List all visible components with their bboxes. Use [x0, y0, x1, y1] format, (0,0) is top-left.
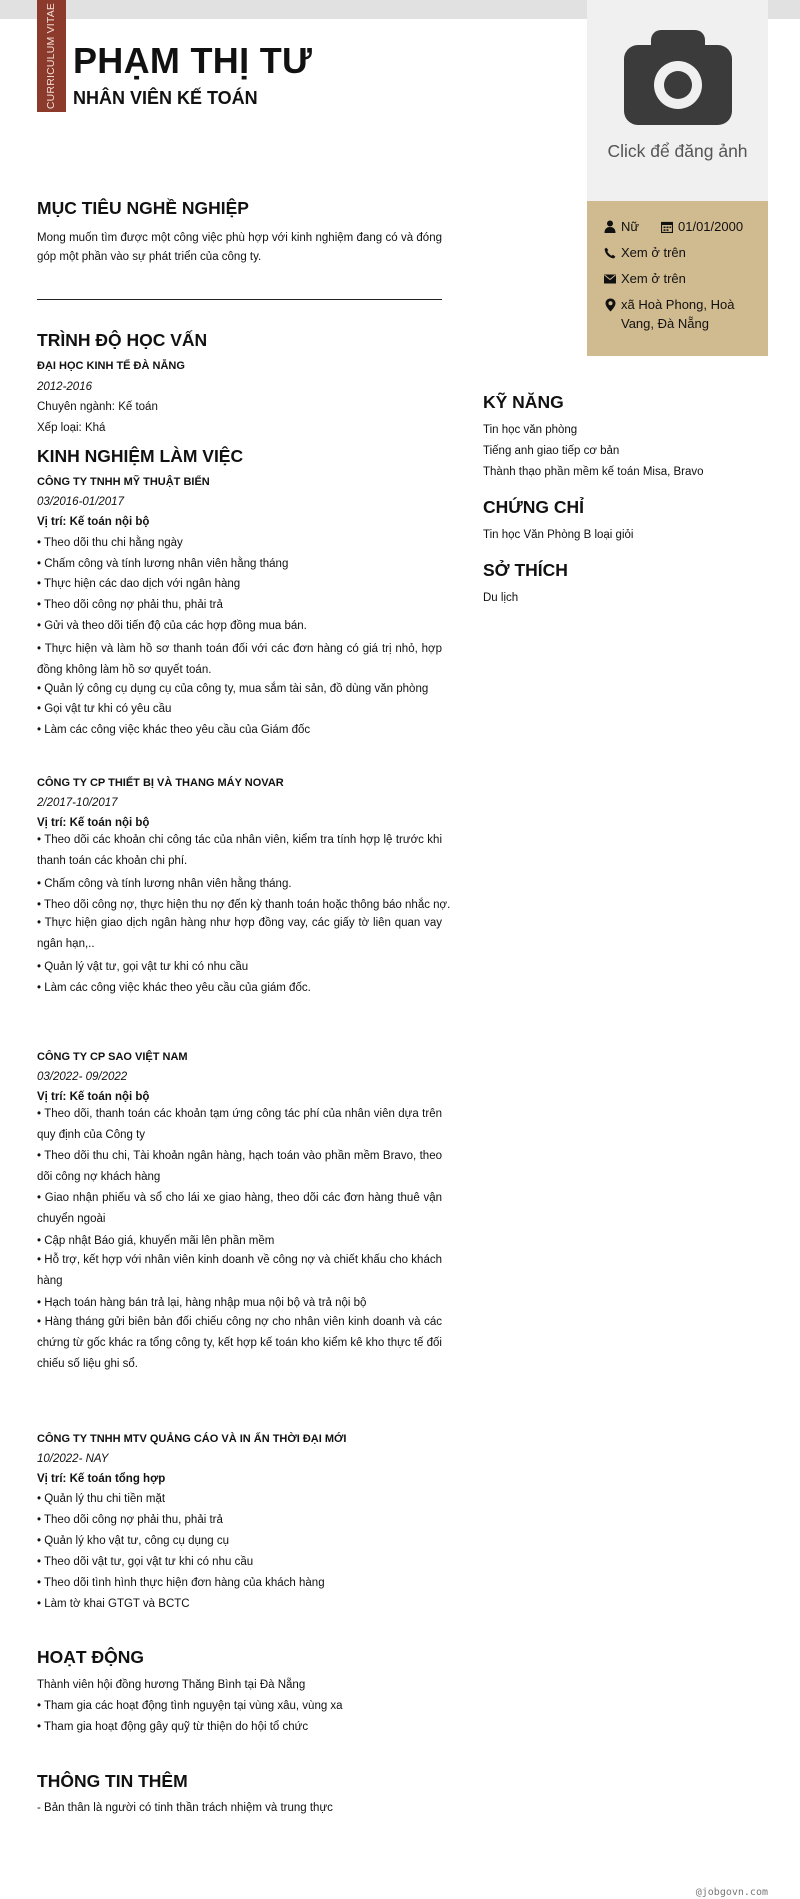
job-position: Vị trí: Kế toán nội bộ [37, 516, 150, 528]
gender-value: Nữ [621, 219, 640, 234]
activity-item: • Tham gia hoạt động gây quỹ từ thiện do hội tổ chức [37, 1721, 309, 1733]
job-task: • Theo dõi công nợ phải thu, phải trả [37, 599, 223, 611]
certificates-title: CHỨNG CHỈ [483, 497, 585, 517]
job-task: • Theo dõi thu chi hằng ngày [37, 537, 183, 549]
job-company: CÔNG TY CP THIẾT BỊ VÀ THANG MÁY NOVAR [37, 777, 284, 789]
skill-item: Tin học văn phòng [483, 424, 578, 436]
calendar-icon [660, 217, 674, 236]
photo-upload[interactable] [587, 0, 768, 201]
job-task: • Theo dõi, thanh toán các khoản tạm ứng công tác phí của nhân viên dựa trên quy định của Công ty [37, 1108, 442, 1141]
job-company: CÔNG TY TNHH MỸ THUẬT BIỂN [37, 476, 210, 488]
location-pin-icon [603, 295, 617, 314]
job-title: NHÂN VIÊN KẾ TOÁN [73, 88, 258, 108]
phone-icon [603, 243, 617, 262]
job-task: • Quản lý thu chi tiền mặt [37, 1493, 166, 1505]
objective-text: Mong muốn tìm được một công việc phù hợp với kinh nghiệm đang có và đóng góp một phần vào sự phát triển của công ty. [37, 232, 442, 263]
personal-info-panel [587, 201, 768, 356]
job-task: • Hạch toán hàng bán trả lại, hàng nhập mua nội bộ và trả nội bộ [37, 1297, 367, 1309]
job-task: • Làm các công việc khác theo yêu cầu của giám đốc. [37, 982, 311, 994]
school-name: ĐẠI HỌC KINH TẾ ĐÀ NẴNG [37, 360, 185, 372]
job-date: 03/2022- 09/2022 [37, 1071, 128, 1083]
job-task: • Thực hiện và làm hồ sơ thanh toán đối với các đơn hàng có giá trị nhỏ, hợp đồng không làm hồ sơ quyết toán. [37, 643, 442, 676]
address-value: xã Hoà Phong, Hoà Vang, Đà Nẵng [621, 297, 735, 331]
objective-title: MỤC TIÊU NGHỀ NGHIỆP [37, 198, 249, 218]
email-row [603, 269, 686, 288]
job-task: • Thực hiện các dao dịch với ngân hàng [37, 578, 241, 590]
additional-info-item: - Bản thân là người có tinh thần trách nhiệm và trung thực [37, 1802, 333, 1814]
job-task: • Theo dõi các khoản chi công tác của nhân viên, kiểm tra tính hợp lệ trước khi thanh toán các khoản chi phí. [37, 834, 442, 867]
job-task: • Theo dõi công nợ, thực hiện thu nợ đến kỳ thanh toán hoặc thông báo nhắc nợ. [37, 899, 451, 911]
candidate-name: PHẠM THỊ TƯ [73, 40, 313, 81]
birthday-value: 01/01/2000 [678, 219, 744, 234]
education-grade: Xếp loại: Khá [37, 422, 106, 434]
job-date: 2/2017-10/2017 [37, 797, 118, 809]
phone-row [603, 243, 686, 262]
job-task: • Theo dõi tình hình thực hiện đơn hàng của khách hàng [37, 1577, 325, 1589]
job-task: • Gửi và theo dõi tiến độ của các hợp đồng mua bán. [37, 620, 307, 632]
job-position: Vị trí: Kế toán nội bộ [37, 1091, 150, 1103]
job-task: • Quản lý vật tư, gọi vật tư khi có nhu cầu [37, 961, 249, 973]
job-task: • Chấm công và tính lương nhân viên hằng tháng [37, 558, 289, 570]
job-task: • Hỗ trợ, kết hợp với nhân viên kinh doanh về công nợ và chiết khấu cho khách hàng [37, 1254, 442, 1287]
activity-item: Thành viên hội đồng hương Thăng Bình tại Đà Nẵng [37, 1679, 306, 1691]
job-company: CÔNG TY CP SAO VIỆT NAM [37, 1051, 188, 1063]
skill-item: Thành thạo phần mềm kế toán Misa, Bravo [483, 466, 704, 478]
section-divider [37, 299, 442, 300]
skills-title: KỸ NĂNG [483, 392, 564, 412]
job-task: • Theo dõi vật tư, gọi vật tư khi có nhu cầu [37, 1556, 254, 1568]
hobby-item: Du lịch [483, 592, 519, 604]
email-icon [603, 269, 617, 288]
job-date: 10/2022- NAY [37, 1453, 109, 1465]
cv-ribbon-label: CURRICULUM VITAE [45, 2, 58, 110]
additional-info-title: THÔNG TIN THÊM [37, 1771, 188, 1791]
skill-item: Tiếng anh giao tiếp cơ bản [483, 445, 620, 457]
job-task: • Chấm công và tính lương nhân viên hằng tháng. [37, 878, 292, 890]
job-task: • Theo dõi công nợ phải thu, phải trả [37, 1514, 223, 1526]
email-value: Xem ở trên [621, 271, 686, 286]
gender-row [603, 217, 639, 236]
job-date: 03/2016-01/2017 [37, 496, 124, 508]
user-icon [603, 217, 617, 236]
job-task: • Quản lý công cụ dụng cụ của công ty, mua sắm tài sản, đồ dùng văn phòng [37, 683, 429, 695]
job-company: CÔNG TY TNHH MTV QUẢNG CÁO VÀ IN ẤN THỜI ĐẠI MỚI [37, 1433, 347, 1445]
job-task: • Cập nhật Báo giá, khuyến mãi lên phần mềm [37, 1235, 275, 1247]
job-task: • Hàng tháng gửi biên bản đối chiếu công nợ cho nhân viên kinh doanh và các chứng từ gốc khác ra tổng công ty, kết hợp kế toán kho kiểm kê kho thực tế đối chiếu số liệu ghi sổ. [37, 1316, 442, 1370]
job-task: • Giao nhận phiếu và sổ cho lái xe giao hàng, theo dõi các đơn hàng thuê vận chuyển ngoài [37, 1192, 442, 1225]
education-major: Chuyên ngành: Kế toán [37, 401, 158, 413]
birthday-row [660, 217, 743, 236]
job-position: Vị trí: Kế toán tổng hợp [37, 1473, 166, 1485]
job-task: • Làm tờ khai GTGT và BCTC [37, 1598, 190, 1610]
job-task: • Theo dõi thu chi, Tài khoản ngân hàng, hạch toán vào phần mềm Bravo, theo dõi công nợ khách hàng [37, 1150, 442, 1183]
certificate-item: Tin học Văn Phòng B loại giỏi [483, 529, 634, 541]
cv-ribbon [37, 0, 66, 112]
job-task: • Quản lý kho vật tư, công cụ dụng cụ [37, 1535, 230, 1547]
activity-item: • Tham gia các hoạt động tình nguyện tại vùng xâu, vùng xa [37, 1700, 343, 1712]
photo-upload-caption[interactable]: Click để đăng ảnh [607, 141, 748, 161]
address-row [603, 295, 753, 333]
hobbies-title: SỞ THÍCH [483, 560, 568, 580]
job-task: • Gọi vật tư khi có yêu cầu [37, 703, 172, 715]
experience-title: KINH NGHIỆM LÀM VIỆC [37, 446, 244, 466]
education-years: 2012-2016 [37, 381, 92, 393]
education-title: TRÌNH ĐỘ HỌC VẤN [37, 330, 208, 350]
job-task: • Làm các công việc khác theo yêu cầu của Giám đốc [37, 724, 311, 736]
phone-value: Xem ở trên [621, 245, 686, 260]
activities-title: HOẠT ĐỘNG [37, 1647, 144, 1667]
job-position: Vị trí: Kế toán nội bộ [37, 817, 150, 829]
job-task: • Thực hiện giao dịch ngân hàng như hợp đồng vay, các giấy tờ liên quan vay ngân hạn,.. [37, 917, 442, 950]
watermark: @jobgovn.com [695, 1887, 768, 1898]
